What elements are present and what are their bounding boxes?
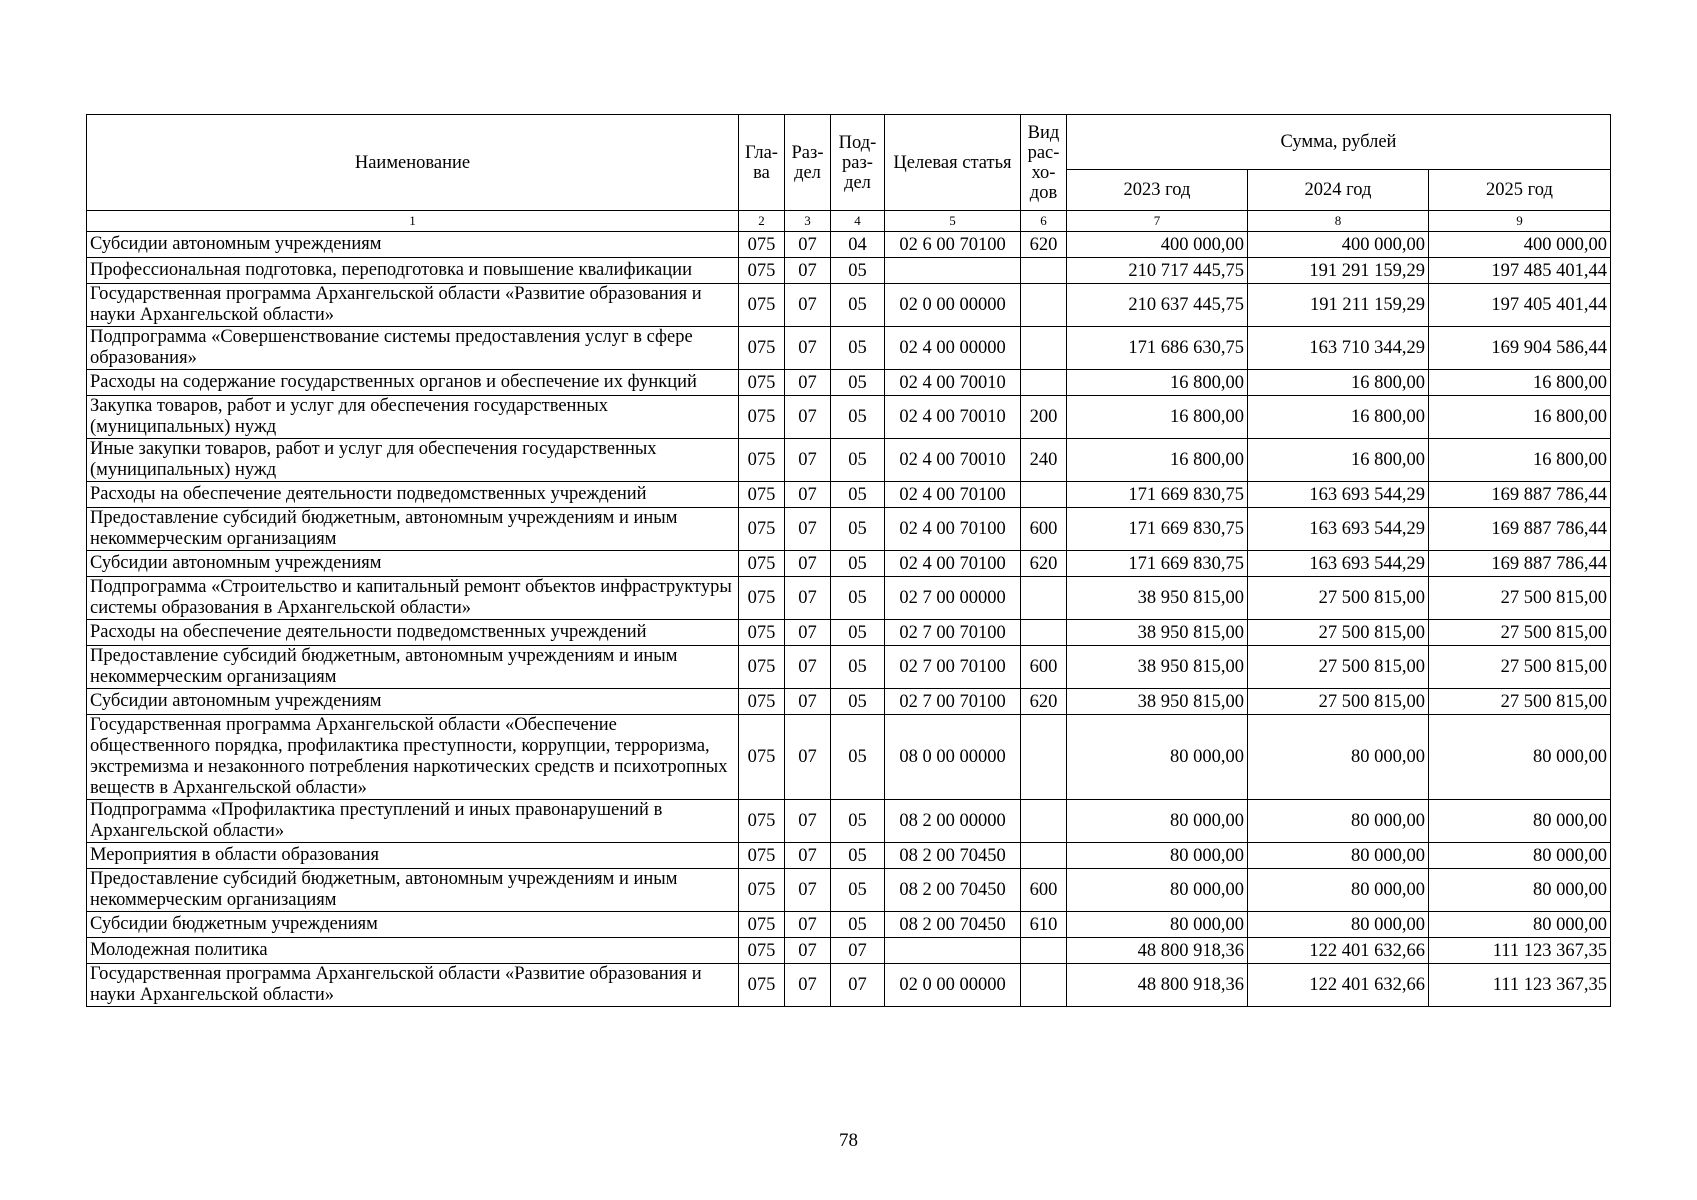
amount-2023-cell: 210 717 445,75	[1067, 258, 1248, 284]
chapter-cell: 075	[739, 232, 785, 258]
target-article-cell	[885, 938, 1021, 964]
chapter-cell: 075	[739, 508, 785, 551]
amount-2023-cell: 171 686 630,75	[1067, 327, 1248, 370]
header-year-2025: 2025 год	[1429, 170, 1611, 211]
row-name-cell: Молодежная политика	[87, 938, 739, 964]
header-target: Целевая статья	[885, 115, 1021, 211]
section-cell: 07	[785, 964, 831, 1007]
row-name-cell: Субсидии бюджетным учреждениям	[87, 912, 739, 938]
target-article-cell	[885, 258, 1021, 284]
amount-2023-cell: 171 669 830,75	[1067, 508, 1248, 551]
column-number: 7	[1067, 211, 1248, 232]
section-cell: 07	[785, 508, 831, 551]
amount-2023-cell: 80 000,00	[1067, 715, 1248, 800]
chapter-cell: 075	[739, 800, 785, 843]
amount-2025-cell: 197 405 401,44	[1429, 284, 1611, 327]
subsection-cell: 05	[831, 620, 885, 646]
column-number: 8	[1248, 211, 1429, 232]
subsection-cell: 05	[831, 689, 885, 715]
section-cell: 07	[785, 715, 831, 800]
section-cell: 07	[785, 370, 831, 396]
row-name-cell: Государственная программа Архангельской области «Развитие образования и науки Архангельской области»	[87, 284, 739, 327]
row-name-cell: Расходы на обеспечение деятельности подведомственных учреждений	[87, 482, 739, 508]
amount-2025-cell: 80 000,00	[1429, 715, 1611, 800]
target-article-cell: 02 4 00 70010	[885, 370, 1021, 396]
amount-2024-cell: 27 500 815,00	[1248, 689, 1429, 715]
chapter-cell: 075	[739, 577, 785, 620]
header-year-2024: 2024 год	[1248, 170, 1429, 211]
amount-2023-cell: 400 000,00	[1067, 232, 1248, 258]
chapter-cell: 075	[739, 869, 785, 912]
expense-type-cell: 600	[1021, 869, 1067, 912]
section-cell: 07	[785, 551, 831, 577]
header-name: Наименование	[87, 115, 739, 211]
amount-2025-cell: 80 000,00	[1429, 843, 1611, 869]
table-row	[87, 439, 1611, 482]
chapter-cell: 075	[739, 912, 785, 938]
subsection-cell: 05	[831, 508, 885, 551]
section-cell: 07	[785, 396, 831, 439]
column-number: 3	[785, 211, 831, 232]
expense-type-cell	[1021, 620, 1067, 646]
table-body	[87, 232, 1611, 1007]
target-article-cell: 02 7 00 70100	[885, 646, 1021, 689]
header-chapter: Гла-ва	[739, 115, 785, 211]
amount-2024-cell: 122 401 632,66	[1248, 964, 1429, 1007]
chapter-cell: 075	[739, 396, 785, 439]
chapter-cell: 075	[739, 620, 785, 646]
section-cell: 07	[785, 439, 831, 482]
amount-2025-cell: 169 887 786,44	[1429, 482, 1611, 508]
amount-2025-cell: 16 800,00	[1429, 439, 1611, 482]
amount-2025-cell: 27 500 815,00	[1429, 620, 1611, 646]
amount-2024-cell: 163 710 344,29	[1248, 327, 1429, 370]
table-row	[87, 964, 1611, 1007]
header-year-2023: 2023 год	[1067, 170, 1248, 211]
expense-type-cell	[1021, 284, 1067, 327]
row-name-cell: Подпрограмма «Совершенствование системы предоставления услуг в сфере образования»	[87, 327, 739, 370]
table-row	[87, 396, 1611, 439]
target-article-cell: 02 4 00 70010	[885, 439, 1021, 482]
expense-type-cell: 200	[1021, 396, 1067, 439]
amount-2025-cell: 169 887 786,44	[1429, 551, 1611, 577]
table-row	[87, 327, 1611, 370]
amount-2025-cell: 80 000,00	[1429, 912, 1611, 938]
table-row	[87, 370, 1611, 396]
budget-table	[86, 114, 1611, 1007]
amount-2025-cell: 16 800,00	[1429, 370, 1611, 396]
subsection-cell: 05	[831, 715, 885, 800]
amount-2025-cell: 169 887 786,44	[1429, 508, 1611, 551]
amount-2025-cell: 27 500 815,00	[1429, 646, 1611, 689]
amount-2023-cell: 48 800 918,36	[1067, 964, 1248, 1007]
page-number: 78	[839, 1130, 858, 1151]
amount-2023-cell: 80 000,00	[1067, 800, 1248, 843]
subsection-cell: 05	[831, 284, 885, 327]
chapter-cell: 075	[739, 482, 785, 508]
amount-2024-cell: 80 000,00	[1248, 843, 1429, 869]
amount-2023-cell: 171 669 830,75	[1067, 482, 1248, 508]
header-row	[87, 115, 1611, 170]
row-name-cell: Предоставление субсидий бюджетным, автономным учреждениям и иным некоммерческим организациям	[87, 869, 739, 912]
expense-type-cell	[1021, 370, 1067, 396]
subsection-cell: 05	[831, 258, 885, 284]
target-article-cell: 08 2 00 70450	[885, 869, 1021, 912]
target-article-cell: 02 4 00 70100	[885, 482, 1021, 508]
table-row	[87, 551, 1611, 577]
target-article-cell: 02 0 00 00000	[885, 964, 1021, 1007]
expense-type-cell	[1021, 938, 1067, 964]
row-name-cell: Закупка товаров, работ и услуг для обеспечения государственных (муниципальных) нужд	[87, 396, 739, 439]
subsection-cell: 05	[831, 646, 885, 689]
amount-2025-cell: 111 123 367,35	[1429, 938, 1611, 964]
header-sum: Сумма, рублей	[1067, 115, 1611, 170]
target-article-cell: 08 0 00 00000	[885, 715, 1021, 800]
subsection-cell: 05	[831, 482, 885, 508]
target-article-cell: 02 6 00 70100	[885, 232, 1021, 258]
row-name-cell: Субсидии автономным учреждениям	[87, 551, 739, 577]
table-row	[87, 258, 1611, 284]
target-article-cell: 02 7 00 00000	[885, 577, 1021, 620]
column-number: 6	[1021, 211, 1067, 232]
amount-2023-cell: 80 000,00	[1067, 869, 1248, 912]
table-row	[87, 689, 1611, 715]
section-cell: 07	[785, 284, 831, 327]
subsection-cell: 05	[831, 577, 885, 620]
column-numbers-row	[87, 211, 1611, 232]
section-cell: 07	[785, 646, 831, 689]
amount-2023-cell: 48 800 918,36	[1067, 938, 1248, 964]
header-expense-type: Вид рас-хо-дов	[1021, 115, 1067, 211]
subsection-cell: 07	[831, 964, 885, 1007]
row-name-cell: Мероприятия в области образования	[87, 843, 739, 869]
subsection-cell: 05	[831, 396, 885, 439]
section-cell: 07	[785, 577, 831, 620]
amount-2025-cell: 197 485 401,44	[1429, 258, 1611, 284]
amount-2024-cell: 80 000,00	[1248, 800, 1429, 843]
row-name-cell: Подпрограмма «Строительство и капитальный ремонт объектов инфраструктуры системы образования в Архангельской области»	[87, 577, 739, 620]
row-name-cell: Предоставление субсидий бюджетным, автономным учреждениям и иным некоммерческим организациям	[87, 646, 739, 689]
expense-type-cell: 620	[1021, 232, 1067, 258]
subsection-cell: 05	[831, 800, 885, 843]
subsection-cell: 07	[831, 938, 885, 964]
table-row	[87, 843, 1611, 869]
subsection-cell: 04	[831, 232, 885, 258]
row-name-cell: Подпрограмма «Профилактика преступлений и иных правонарушений в Архангельской области»	[87, 800, 739, 843]
table-row	[87, 508, 1611, 551]
amount-2023-cell: 80 000,00	[1067, 912, 1248, 938]
amount-2024-cell: 16 800,00	[1248, 439, 1429, 482]
expense-type-cell	[1021, 327, 1067, 370]
table-row	[87, 577, 1611, 620]
subsection-cell: 05	[831, 370, 885, 396]
subsection-cell: 05	[831, 912, 885, 938]
amount-2024-cell: 27 500 815,00	[1248, 577, 1429, 620]
amount-2025-cell: 27 500 815,00	[1429, 577, 1611, 620]
chapter-cell: 075	[739, 284, 785, 327]
expense-type-cell	[1021, 258, 1067, 284]
amount-2025-cell: 16 800,00	[1429, 396, 1611, 439]
amount-2024-cell: 163 693 544,29	[1248, 482, 1429, 508]
chapter-cell: 075	[739, 938, 785, 964]
row-name-cell: Государственная программа Архангельской области «Обеспечение общественного порядка, профилактика преступности, коррупции, терроризма, экстремизма и незаконного потребления наркотических средств и психотропных веществ в Архангельской области»	[87, 715, 739, 800]
table-row	[87, 646, 1611, 689]
amount-2024-cell: 80 000,00	[1248, 869, 1429, 912]
expense-type-cell: 600	[1021, 646, 1067, 689]
chapter-cell: 075	[739, 715, 785, 800]
amount-2023-cell: 80 000,00	[1067, 843, 1248, 869]
chapter-cell: 075	[739, 646, 785, 689]
amount-2024-cell: 191 211 159,29	[1248, 284, 1429, 327]
row-name-cell: Иные закупки товаров, работ и услуг для обеспечения государственных (муниципальных) нужд	[87, 439, 739, 482]
section-cell: 07	[785, 800, 831, 843]
column-number: 9	[1429, 211, 1611, 232]
amount-2023-cell: 38 950 815,00	[1067, 577, 1248, 620]
chapter-cell: 075	[739, 964, 785, 1007]
subsection-cell: 05	[831, 869, 885, 912]
section-cell: 07	[785, 258, 831, 284]
amount-2023-cell: 38 950 815,00	[1067, 689, 1248, 715]
row-name-cell: Субсидии автономным учреждениям	[87, 689, 739, 715]
expense-type-cell: 600	[1021, 508, 1067, 551]
table-row	[87, 912, 1611, 938]
section-cell: 07	[785, 689, 831, 715]
amount-2024-cell: 16 800,00	[1248, 370, 1429, 396]
row-name-cell: Государственная программа Архангельской области «Развитие образования и науки Архангельской области»	[87, 964, 739, 1007]
row-name-cell: Расходы на обеспечение деятельности подведомственных учреждений	[87, 620, 739, 646]
table-row	[87, 869, 1611, 912]
column-number: 2	[739, 211, 785, 232]
table-row	[87, 620, 1611, 646]
chapter-cell: 075	[739, 689, 785, 715]
target-article-cell: 02 7 00 70100	[885, 620, 1021, 646]
amount-2023-cell: 210 637 445,75	[1067, 284, 1248, 327]
amount-2023-cell: 16 800,00	[1067, 396, 1248, 439]
expense-type-cell: 620	[1021, 689, 1067, 715]
section-cell: 07	[785, 482, 831, 508]
amount-2024-cell: 80 000,00	[1248, 912, 1429, 938]
table-row	[87, 938, 1611, 964]
amount-2024-cell: 163 693 544,29	[1248, 508, 1429, 551]
amount-2023-cell: 171 669 830,75	[1067, 551, 1248, 577]
expense-type-cell	[1021, 964, 1067, 1007]
section-cell: 07	[785, 869, 831, 912]
expense-type-cell	[1021, 800, 1067, 843]
amount-2025-cell: 111 123 367,35	[1429, 964, 1611, 1007]
target-article-cell: 02 7 00 70100	[885, 689, 1021, 715]
chapter-cell: 075	[739, 370, 785, 396]
target-article-cell: 08 2 00 00000	[885, 800, 1021, 843]
row-name-cell: Профессиональная подготовка, переподготовка и повышение квалификации	[87, 258, 739, 284]
amount-2023-cell: 16 800,00	[1067, 370, 1248, 396]
target-article-cell: 02 4 00 70010	[885, 396, 1021, 439]
amount-2024-cell: 163 693 544,29	[1248, 551, 1429, 577]
table-row	[87, 482, 1611, 508]
section-cell: 07	[785, 327, 831, 370]
expense-type-cell: 240	[1021, 439, 1067, 482]
amount-2024-cell: 27 500 815,00	[1248, 646, 1429, 689]
amount-2024-cell: 400 000,00	[1248, 232, 1429, 258]
table-row	[87, 800, 1611, 843]
subsection-cell: 05	[831, 551, 885, 577]
column-number: 1	[87, 211, 739, 232]
expense-type-cell	[1021, 577, 1067, 620]
target-article-cell: 02 0 00 00000	[885, 284, 1021, 327]
column-number: 4	[831, 211, 885, 232]
amount-2025-cell: 80 000,00	[1429, 800, 1611, 843]
subsection-cell: 05	[831, 439, 885, 482]
amount-2024-cell: 122 401 632,66	[1248, 938, 1429, 964]
expense-type-cell	[1021, 843, 1067, 869]
amount-2025-cell: 400 000,00	[1429, 232, 1611, 258]
amount-2023-cell: 38 950 815,00	[1067, 646, 1248, 689]
amount-2024-cell: 16 800,00	[1248, 396, 1429, 439]
target-article-cell: 02 4 00 00000	[885, 327, 1021, 370]
section-cell: 07	[785, 843, 831, 869]
amount-2025-cell: 169 904 586,44	[1429, 327, 1611, 370]
row-name-cell: Предоставление субсидий бюджетным, автономным учреждениям и иным некоммерческим организациям	[87, 508, 739, 551]
expense-type-cell: 620	[1021, 551, 1067, 577]
amount-2023-cell: 38 950 815,00	[1067, 620, 1248, 646]
target-article-cell: 02 4 00 70100	[885, 551, 1021, 577]
section-cell: 07	[785, 912, 831, 938]
amount-2025-cell: 27 500 815,00	[1429, 689, 1611, 715]
target-article-cell: 08 2 00 70450	[885, 912, 1021, 938]
chapter-cell: 075	[739, 258, 785, 284]
amount-2023-cell: 16 800,00	[1067, 439, 1248, 482]
column-number: 5	[885, 211, 1021, 232]
table-row	[87, 715, 1611, 800]
header-subsection: Под-раз-дел	[831, 115, 885, 211]
expense-type-cell	[1021, 715, 1067, 800]
chapter-cell: 075	[739, 439, 785, 482]
section-cell: 07	[785, 620, 831, 646]
expense-type-cell: 610	[1021, 912, 1067, 938]
target-article-cell: 02 4 00 70100	[885, 508, 1021, 551]
chapter-cell: 075	[739, 843, 785, 869]
chapter-cell: 075	[739, 551, 785, 577]
amount-2024-cell: 80 000,00	[1248, 715, 1429, 800]
amount-2025-cell: 80 000,00	[1429, 869, 1611, 912]
row-name-cell: Субсидии автономным учреждениям	[87, 232, 739, 258]
subsection-cell: 05	[831, 327, 885, 370]
amount-2024-cell: 191 291 159,29	[1248, 258, 1429, 284]
row-name-cell: Расходы на содержание государственных органов и обеспечение их функций	[87, 370, 739, 396]
section-cell: 07	[785, 232, 831, 258]
table-row	[87, 284, 1611, 327]
chapter-cell: 075	[739, 327, 785, 370]
section-cell: 07	[785, 938, 831, 964]
expense-type-cell	[1021, 482, 1067, 508]
subsection-cell: 05	[831, 843, 885, 869]
amount-2024-cell: 27 500 815,00	[1248, 620, 1429, 646]
table-row	[87, 232, 1611, 258]
target-article-cell: 08 2 00 70450	[885, 843, 1021, 869]
header-section: Раз-дел	[785, 115, 831, 211]
